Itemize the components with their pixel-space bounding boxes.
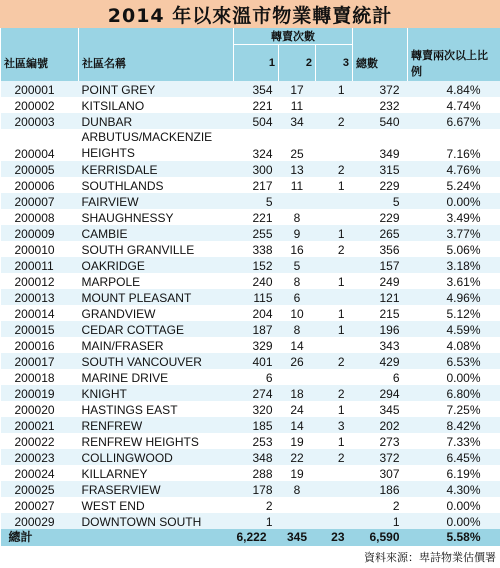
table-row <box>1 513 500 529</box>
row-ratio: 3.18% <box>408 257 500 273</box>
row-t1: 255 <box>234 225 279 241</box>
row-total: 349 <box>353 129 408 161</box>
row-t1: 240 <box>234 273 279 289</box>
row-t1: 504 <box>234 113 279 129</box>
row-t2: 8 <box>279 273 316 289</box>
row-ratio: 0.00% <box>408 497 500 513</box>
row-name: MOUNT PLEASANT <box>79 289 234 305</box>
table-row <box>1 305 500 321</box>
row-t1: 354 <box>234 81 279 97</box>
row-t2: 6 <box>279 289 316 305</box>
header-name: 社區名稱 <box>79 45 234 82</box>
row-code: 200004 <box>1 129 79 161</box>
row-t3: 1 <box>316 81 353 97</box>
row-t3: 1 <box>316 401 353 417</box>
row-name: CEDAR COTTAGE <box>79 321 234 337</box>
row-t1: 5 <box>234 193 279 209</box>
row-code: 200005 <box>1 161 79 177</box>
header-row-columns <box>1 45 500 82</box>
row-t2: 34 <box>279 113 316 129</box>
table-row <box>1 129 500 161</box>
row-t1: 300 <box>234 161 279 177</box>
row-code: 200008 <box>1 209 79 225</box>
row-ratio: 7.25% <box>408 401 500 417</box>
row-total: 345 <box>353 401 408 417</box>
header-spacer-name <box>79 28 234 45</box>
header-transfer-count: 轉賣次數 <box>234 28 353 45</box>
row-t1: 115 <box>234 289 279 305</box>
table-row <box>1 113 500 129</box>
table-row <box>1 433 500 449</box>
row-t3: 2 <box>316 161 353 177</box>
row-name: DUNBAR <box>79 113 234 129</box>
row-total: 540 <box>353 113 408 129</box>
row-t1: 6 <box>234 369 279 385</box>
totals-total: 6,590 <box>353 529 408 546</box>
row-total: 343 <box>353 337 408 353</box>
totals-label: 總計 <box>1 529 79 546</box>
row-name: MARINE DRIVE <box>79 369 234 385</box>
row-t3 <box>316 209 353 225</box>
table-row <box>1 257 500 273</box>
title-bar <box>0 0 500 28</box>
row-ratio: 3.77% <box>408 225 500 241</box>
row-ratio: 6.19% <box>408 465 500 481</box>
row-t3: 2 <box>316 113 353 129</box>
row-t3: 1 <box>316 433 353 449</box>
row-total: 121 <box>353 289 408 305</box>
header-row-group <box>1 28 500 45</box>
row-t1: 324 <box>234 129 279 161</box>
row-t3 <box>316 481 353 497</box>
table-row <box>1 241 500 257</box>
row-total: 265 <box>353 225 408 241</box>
transfer-stats-table <box>0 28 500 546</box>
row-name: HASTINGS EAST <box>79 401 234 417</box>
row-ratio: 0.00% <box>408 369 500 385</box>
row-t1: 221 <box>234 97 279 113</box>
row-total: 2 <box>353 497 408 513</box>
header-t1: 1 <box>234 45 279 82</box>
row-t1: 253 <box>234 433 279 449</box>
row-code: 200020 <box>1 401 79 417</box>
row-ratio: 6.67% <box>408 113 500 129</box>
row-t2: 14 <box>279 417 316 433</box>
row-total: 5 <box>353 193 408 209</box>
table-row <box>1 417 500 433</box>
row-t2: 25 <box>279 129 316 161</box>
row-total: 294 <box>353 385 408 401</box>
row-code: 200001 <box>1 81 79 97</box>
header-t2: 2 <box>279 45 316 82</box>
row-t1: 152 <box>234 257 279 273</box>
row-t2 <box>279 193 316 209</box>
table-row <box>1 385 500 401</box>
row-name: SOUTH GRANVILLE <box>79 241 234 257</box>
row-t1: 329 <box>234 337 279 353</box>
row-t3: 1 <box>316 225 353 241</box>
row-t3 <box>316 129 353 161</box>
row-total: 232 <box>353 97 408 113</box>
row-ratio: 6.80% <box>408 385 500 401</box>
row-ratio: 5.06% <box>408 241 500 257</box>
row-name: POINT GREY <box>79 81 234 97</box>
row-total: 372 <box>353 449 408 465</box>
row-ratio: 4.76% <box>408 161 500 177</box>
row-total: 229 <box>353 209 408 225</box>
row-t1: 178 <box>234 481 279 497</box>
row-name: MAIN/FRASER <box>79 337 234 353</box>
row-name: WEST END <box>79 497 234 513</box>
row-code: 200029 <box>1 513 79 529</box>
row-ratio: 3.61% <box>408 273 500 289</box>
row-ratio: 4.30% <box>408 481 500 497</box>
row-t1: 1 <box>234 513 279 529</box>
row-t2: 19 <box>279 465 316 481</box>
row-code: 200014 <box>1 305 79 321</box>
row-t1: 204 <box>234 305 279 321</box>
row-name: KITSILANO <box>79 97 234 113</box>
row-ratio: 7.16% <box>408 129 500 161</box>
row-total: 356 <box>353 241 408 257</box>
row-name: RENFREW HEIGHTS <box>79 433 234 449</box>
row-name: KNIGHT <box>79 385 234 401</box>
row-name: CAMBIE <box>79 225 234 241</box>
row-code: 200013 <box>1 289 79 305</box>
row-code: 200009 <box>1 225 79 241</box>
table-row <box>1 337 500 353</box>
row-ratio: 4.84% <box>408 81 500 97</box>
row-total: 186 <box>353 481 408 497</box>
table-row <box>1 401 500 417</box>
row-t2: 22 <box>279 449 316 465</box>
row-name: RENFREW <box>79 417 234 433</box>
table-row <box>1 497 500 513</box>
row-t1: 274 <box>234 385 279 401</box>
row-ratio: 0.00% <box>408 513 500 529</box>
table-row <box>1 289 500 305</box>
row-t2: 18 <box>279 385 316 401</box>
row-t3 <box>316 369 353 385</box>
row-total: 315 <box>353 161 408 177</box>
row-t3: 2 <box>316 241 353 257</box>
row-t3: 1 <box>316 273 353 289</box>
row-name: KERRISDALE <box>79 161 234 177</box>
row-total: 157 <box>353 257 408 273</box>
table-row <box>1 177 500 193</box>
table-row <box>1 225 500 241</box>
row-t2: 24 <box>279 401 316 417</box>
row-ratio: 4.59% <box>408 321 500 337</box>
table-row <box>1 481 500 497</box>
row-name: DOWNTOWN SOUTH <box>79 513 234 529</box>
table-body <box>1 81 500 529</box>
row-t3: 2 <box>316 385 353 401</box>
row-t3: 1 <box>316 321 353 337</box>
row-ratio: 5.12% <box>408 305 500 321</box>
row-code: 200002 <box>1 97 79 113</box>
row-name: SOUTH VANCOUVER <box>79 353 234 369</box>
row-t3 <box>316 97 353 113</box>
row-code: 200003 <box>1 113 79 129</box>
table-row <box>1 161 500 177</box>
row-t2: 8 <box>279 481 316 497</box>
row-code: 200006 <box>1 177 79 193</box>
row-t3: 2 <box>316 353 353 369</box>
row-t2: 26 <box>279 353 316 369</box>
header-code: 社區編號 <box>1 45 79 82</box>
row-code: 200023 <box>1 449 79 465</box>
row-t1: 2 <box>234 497 279 513</box>
row-name: OAKRIDGE <box>79 257 234 273</box>
table-row <box>1 369 500 385</box>
row-t2: 8 <box>279 321 316 337</box>
totals-ratio: 5.58% <box>408 529 500 546</box>
row-t2: 11 <box>279 97 316 113</box>
totals-row <box>1 529 500 546</box>
row-t2: 16 <box>279 241 316 257</box>
row-total: 307 <box>353 465 408 481</box>
row-code: 200016 <box>1 337 79 353</box>
row-t3 <box>316 337 353 353</box>
row-code: 200022 <box>1 433 79 449</box>
row-t3: 3 <box>316 417 353 433</box>
header-spacer-ratio <box>408 28 500 45</box>
totals-t3: 23 <box>316 529 353 546</box>
totals-t1: 6,222 <box>234 529 279 546</box>
row-name: FAIRVIEW <box>79 193 234 209</box>
page-title: 2014 年以來溫市物業轉賣統計 <box>107 4 393 27</box>
row-t3 <box>316 289 353 305</box>
totals-t2: 345 <box>279 529 316 546</box>
row-t2: 9 <box>279 225 316 241</box>
row-total: 6 <box>353 369 408 385</box>
row-ratio: 4.96% <box>408 289 500 305</box>
row-code: 200017 <box>1 353 79 369</box>
row-ratio: 8.42% <box>408 417 500 433</box>
header-t3: 3 <box>316 45 353 82</box>
row-code: 200015 <box>1 321 79 337</box>
row-t2: 19 <box>279 433 316 449</box>
row-ratio: 3.49% <box>408 209 500 225</box>
row-name: MARPOLE <box>79 273 234 289</box>
row-total: 273 <box>353 433 408 449</box>
row-total: 215 <box>353 305 408 321</box>
row-ratio: 4.74% <box>408 97 500 113</box>
row-code: 200011 <box>1 257 79 273</box>
row-ratio: 5.24% <box>408 177 500 193</box>
row-t2: 11 <box>279 177 316 193</box>
row-t1: 217 <box>234 177 279 193</box>
row-code: 200012 <box>1 273 79 289</box>
row-name: KILLARNEY <box>79 465 234 481</box>
table-row <box>1 353 500 369</box>
row-t3 <box>316 497 353 513</box>
row-total: 372 <box>353 81 408 97</box>
row-t1: 187 <box>234 321 279 337</box>
header-spacer-total <box>353 28 408 45</box>
row-t2 <box>279 497 316 513</box>
table-row <box>1 465 500 481</box>
row-name: FRASERVIEW <box>79 481 234 497</box>
row-t2 <box>279 369 316 385</box>
row-total: 249 <box>353 273 408 289</box>
row-code: 200019 <box>1 385 79 401</box>
row-code: 200027 <box>1 497 79 513</box>
header-spacer-code <box>1 28 79 45</box>
row-t3: 1 <box>316 305 353 321</box>
row-t3: 1 <box>316 177 353 193</box>
table-row <box>1 81 500 97</box>
row-name: SOUTHLANDS <box>79 177 234 193</box>
row-t3 <box>316 513 353 529</box>
row-code: 200025 <box>1 481 79 497</box>
row-t1: 288 <box>234 465 279 481</box>
row-ratio: 7.33% <box>408 433 500 449</box>
row-code: 200007 <box>1 193 79 209</box>
row-t1: 320 <box>234 401 279 417</box>
row-t2: 8 <box>279 209 316 225</box>
row-ratio: 6.45% <box>408 449 500 465</box>
row-t2: 17 <box>279 81 316 97</box>
row-total: 196 <box>353 321 408 337</box>
table-row <box>1 321 500 337</box>
row-ratio: 4.08% <box>408 337 500 353</box>
totals-spacer <box>79 529 234 546</box>
row-ratio: 0.00% <box>408 193 500 209</box>
row-t1: 221 <box>234 209 279 225</box>
row-total: 229 <box>353 177 408 193</box>
source-note: 資料來源：卑詩物業估價署 <box>364 551 496 564</box>
table-row <box>1 193 500 209</box>
row-ratio: 6.53% <box>408 353 500 369</box>
row-t1: 185 <box>234 417 279 433</box>
row-t2 <box>279 513 316 529</box>
row-name: GRANDVIEW <box>79 305 234 321</box>
row-name: ARBUTUS/MACKENZIE HEIGHTS <box>79 129 234 161</box>
table-row <box>1 209 500 225</box>
table-row <box>1 97 500 113</box>
row-code: 200024 <box>1 465 79 481</box>
table-row <box>1 273 500 289</box>
row-total: 429 <box>353 353 408 369</box>
header-ratio: 轉賣兩次以上比例 <box>408 45 500 82</box>
row-t2: 13 <box>279 161 316 177</box>
row-total: 202 <box>353 417 408 433</box>
row-code: 200018 <box>1 369 79 385</box>
row-code: 200021 <box>1 417 79 433</box>
row-t1: 338 <box>234 241 279 257</box>
row-t2: 5 <box>279 257 316 273</box>
row-name: COLLINGWOOD <box>79 449 234 465</box>
row-t1: 401 <box>234 353 279 369</box>
row-t2: 14 <box>279 337 316 353</box>
row-total: 1 <box>353 513 408 529</box>
row-t3: 2 <box>316 449 353 465</box>
row-code: 200010 <box>1 241 79 257</box>
row-t3 <box>316 465 353 481</box>
row-name: SHAUGHNESSY <box>79 209 234 225</box>
row-t2: 10 <box>279 305 316 321</box>
table-row <box>1 449 500 465</box>
header-total: 總數 <box>353 45 408 82</box>
row-t3 <box>316 193 353 209</box>
row-t3 <box>316 257 353 273</box>
row-t1: 348 <box>234 449 279 465</box>
